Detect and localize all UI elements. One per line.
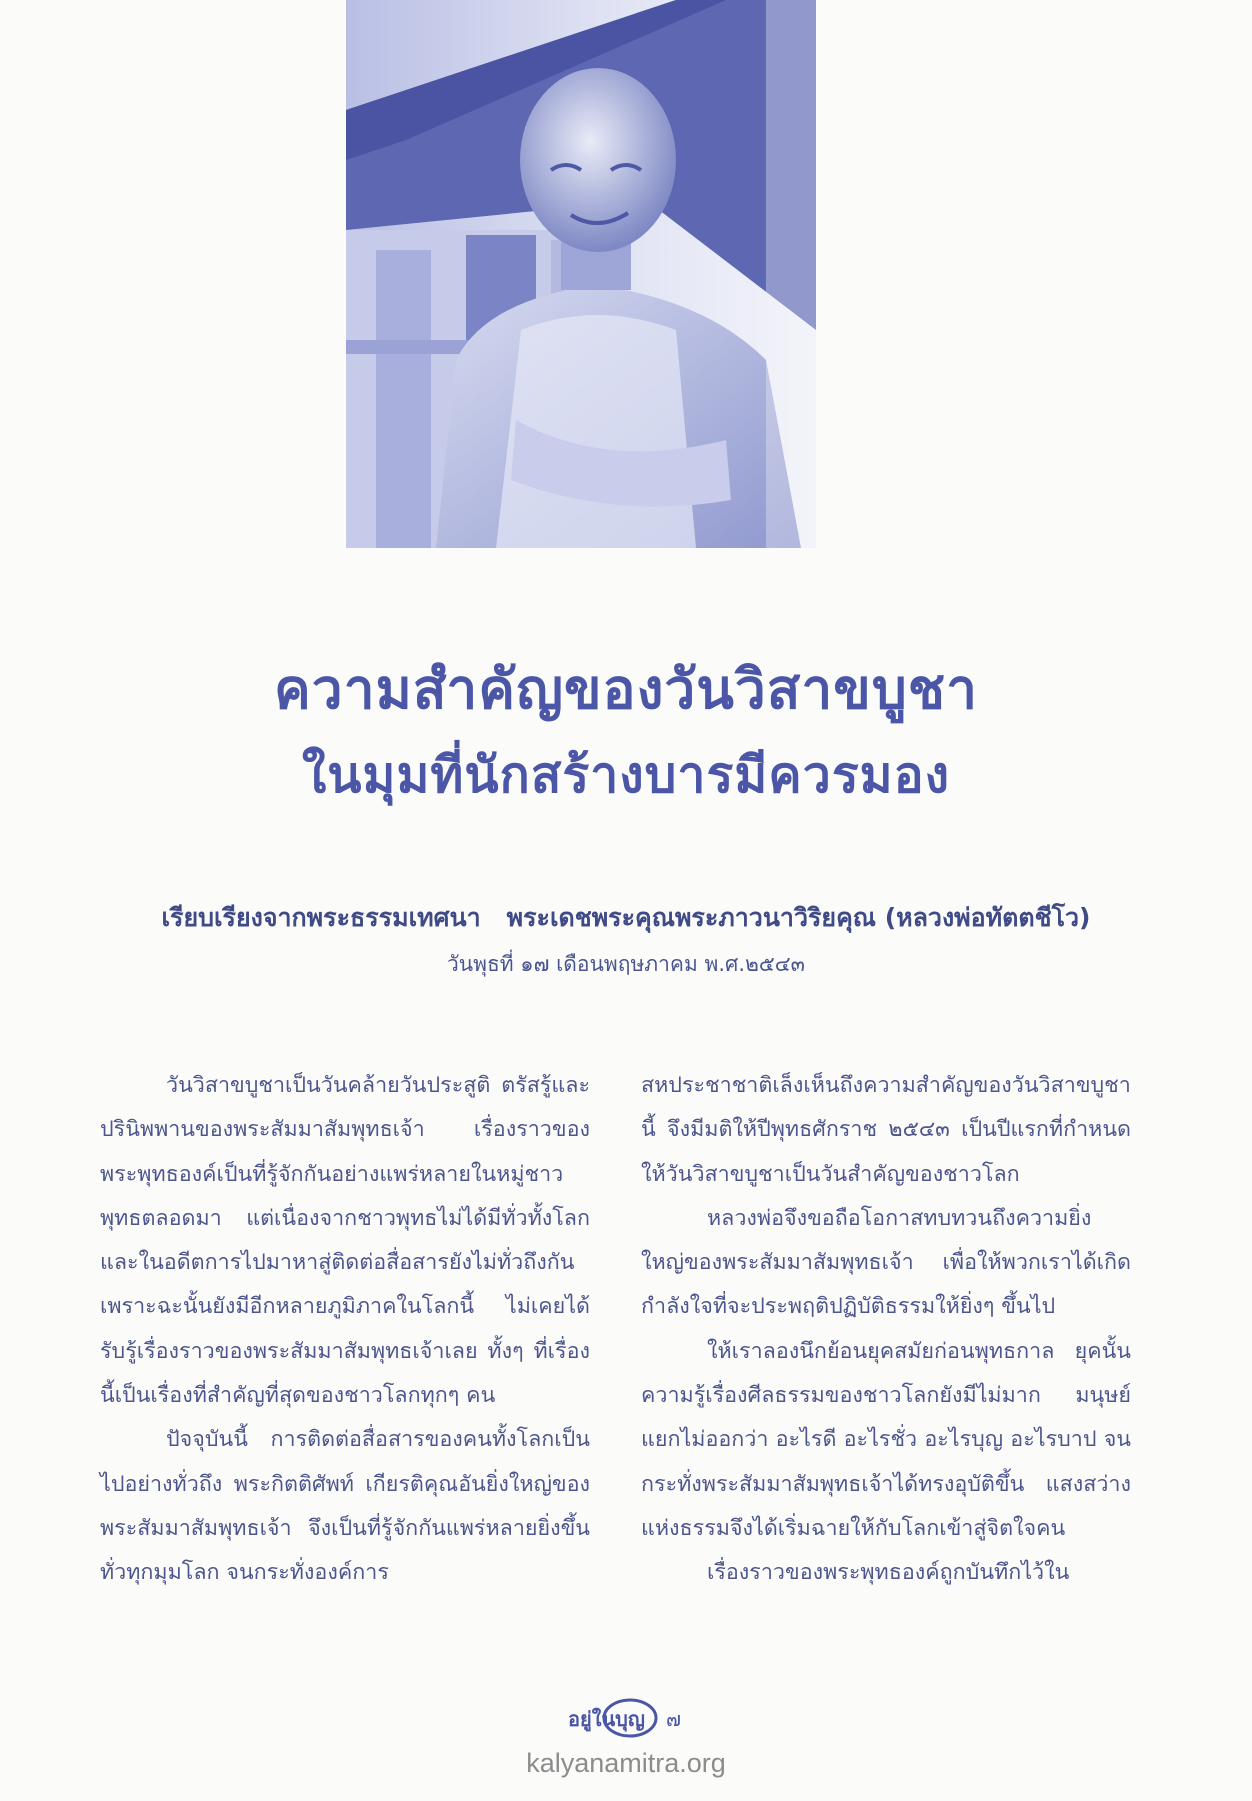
paragraph: เรื่องราวของพระพุทธองค์ถูกบันทึกไว้ใน xyxy=(707,1560,1070,1586)
paragraph: สหประชาชาติเล็งเห็นถึงความสำคัญของวันวิสาขบูชานี้ จึงมีมติให้ปีพุทธศักราช ๒๕๔๓ เป็นปีแรกที่กำหนดให้วันวิสาขบูชาเป็นวันสำคัญของชาวโลก xyxy=(641,1073,1131,1187)
byline-author: พระเดชพระคุณพระภาวนาวิริยคุณ (หลวงพ่อทัตตชีโว) xyxy=(506,903,1091,932)
paragraph: วันวิสาขบูชาเป็นวันคล้ายวันประสูติ ตรัสรู้และปรินิพพานของพระสัมมาสัมพุทธเจ้า เรื่องราวของพระพุทธองค์เป็นที่รู้จักกันอย่างแพร่หลายในหมู่ชาวพุทธตลอดมา แต่เนื่องจากชาวพุทธไม่ได้มีทั่วทั้งโลก และในอดีตการไปมาหาสู่ติดต่อสื่อสารยังไม่ทั่วถึงกัน เพราะฉะนั้นยังมีอีกหลายภูมิภาคในโลกนี้ ไม่เคยได้รับรู้เรื่องราวของพระสัมมาสัมพุทธเจ้าเลย ทั้งๆ ที่เรื่องนี้เป็นเรื่องที่สำคัญที่สุดของชาวโลกทุกๆ คน xyxy=(100,1073,590,1409)
sermon-date: วันพุธที่ ๑๗ เดือนพฤษภาคม พ.ศ.๒๕๔๓ xyxy=(446,952,805,976)
monk-portrait-photo xyxy=(346,0,816,548)
page-number: ๗ xyxy=(666,1707,682,1731)
folio-magazine-name: อยู่ในบุญ xyxy=(568,1707,645,1731)
website-watermark: kalyanamitra.org xyxy=(526,1748,726,1778)
right-column xyxy=(641,1064,1131,1596)
paragraph: ให้เราลองนึกย้อนยุคสมัยก่อนพุทธกาล ยุคนั้นความรู้เรื่องศีลธรรมของชาวโลกยังมีไม่มาก มนุษย์แยกไม่ออกว่า อะไรดี อะไรชั่ว อะไรบุญ อะไรบาป จนกระทั่งพระสัมมาสัมพุทธเจ้าได้ทรงอุบัติขึ้น แสงสว่างแห่งธรรมจึงได้เริ่มฉายให้กับโลกเข้าสู่จิตใจคน xyxy=(641,1338,1131,1541)
paragraph: ปัจจุบันนี้ การติดต่อสื่อสารของคนทั้งโลกเป็นไปอย่างทั่วถึง พระกิตติศัพท์ เกียรติคุณอันยิ่งใหญ่ของพระสัมมาสัมพุทธเจ้า จึงเป็นที่รู้จักกันแพร่หลายยิ่งขึ้นทั่วทุกมุมโลก จนกระทั่งองค์การ xyxy=(100,1427,590,1586)
article-title-line-2: ในมุมที่นักสร้างบารมีควรมอง xyxy=(301,746,951,804)
magazine-logo-emblem-icon xyxy=(536,1696,716,1740)
article-title-line-1: ความสำคัญของวันวิสาขบูชา xyxy=(274,657,978,721)
page-folio xyxy=(0,1696,1252,1744)
byline-source: เรียบเรียงจากพระธรรมเทศนา xyxy=(161,903,481,932)
paragraph: หลวงพ่อจึงขอถือโอกาสทบทวนถึงความยิ่งใหญ่ของพระสัมมาสัมพุทธเจ้า เพื่อให้พวกเราได้เกิดกำลังใจที่จะประพฤติปฏิบัติธรรมให้ยิ่งๆ ขึ้นไป xyxy=(641,1205,1131,1320)
left-column xyxy=(100,1064,590,1596)
byline xyxy=(0,898,1252,938)
